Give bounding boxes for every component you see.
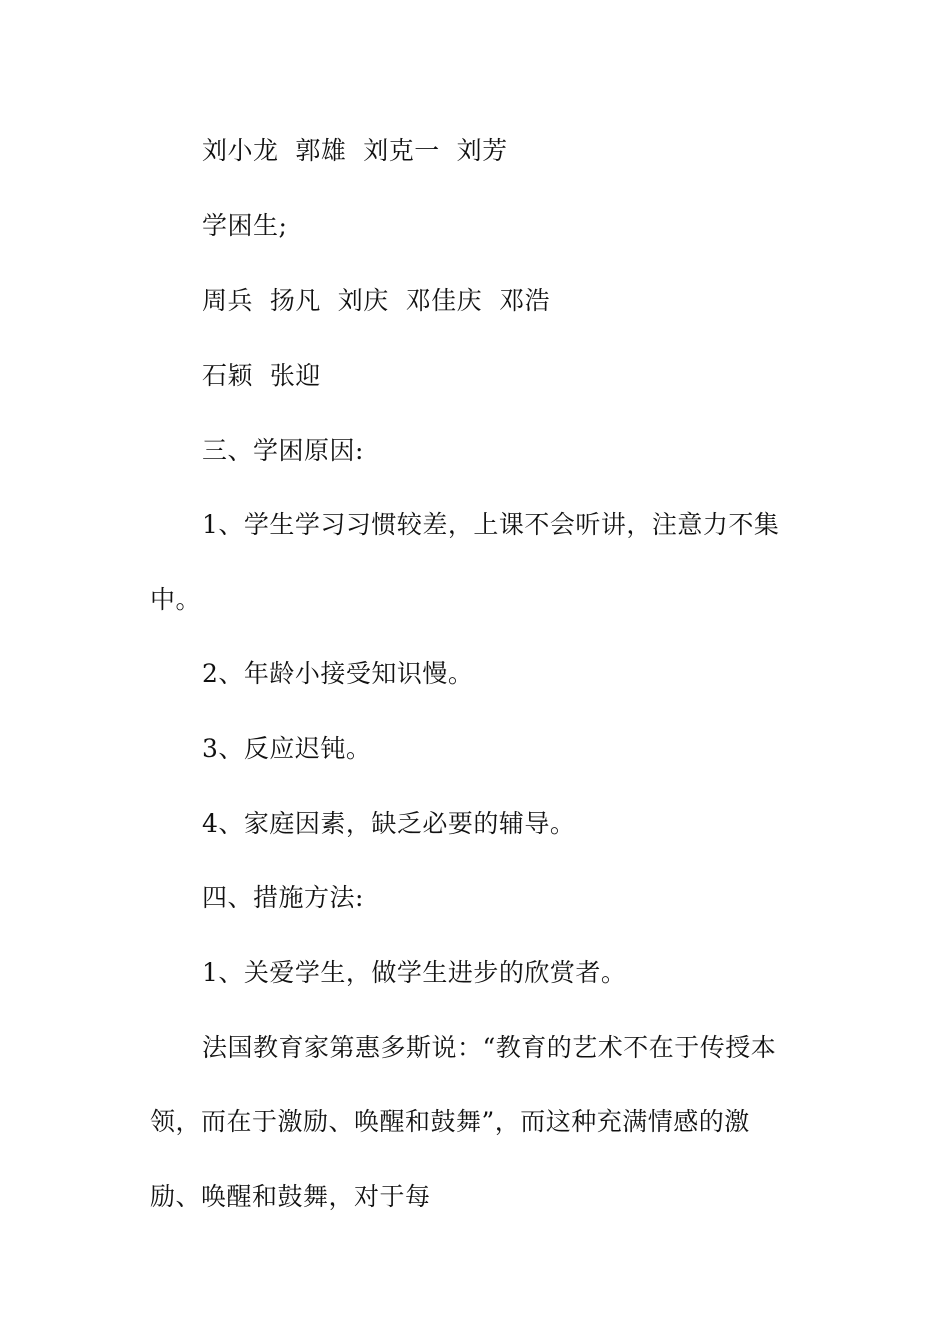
cause-item-1: 1、学生学习习惯较差，上课不会听讲，注意力不集: [202, 510, 780, 539]
measure-item-1: 1、关爱学生，做学生进步的欣赏者。: [202, 958, 627, 987]
student-names-line-3: 石颖 张迎: [202, 361, 321, 390]
section-heading-measures: 四、措施方法:: [202, 883, 364, 912]
cause-item-4: 4、家庭因素，缺乏必要的辅导。: [202, 809, 576, 838]
struggling-students-heading: 学困生;: [202, 211, 288, 240]
paragraph-line-1: 法国教育家第惠多斯说：“教育的艺术不在于传授本: [202, 1033, 777, 1062]
cause-item-2: 2、年龄小接受知识慢。: [202, 659, 474, 688]
student-names-line-1: 刘小龙 郭雄 刘克一 刘芳: [202, 136, 508, 165]
paragraph-line-2: 领，而在于激励、唤醒和鼓舞”，而这种充满情感的激: [150, 1107, 750, 1136]
paragraph-line-3: 励、唤醒和鼓舞，对于每: [150, 1182, 431, 1211]
section-heading-causes: 三、学困原因:: [202, 436, 364, 465]
student-names-line-2: 周兵 扬凡 刘庆 邓佳庆 邓浩: [202, 286, 551, 315]
cause-item-1-continued: 中。: [150, 585, 202, 614]
cause-item-3: 3、反应迟钝。: [202, 734, 372, 763]
